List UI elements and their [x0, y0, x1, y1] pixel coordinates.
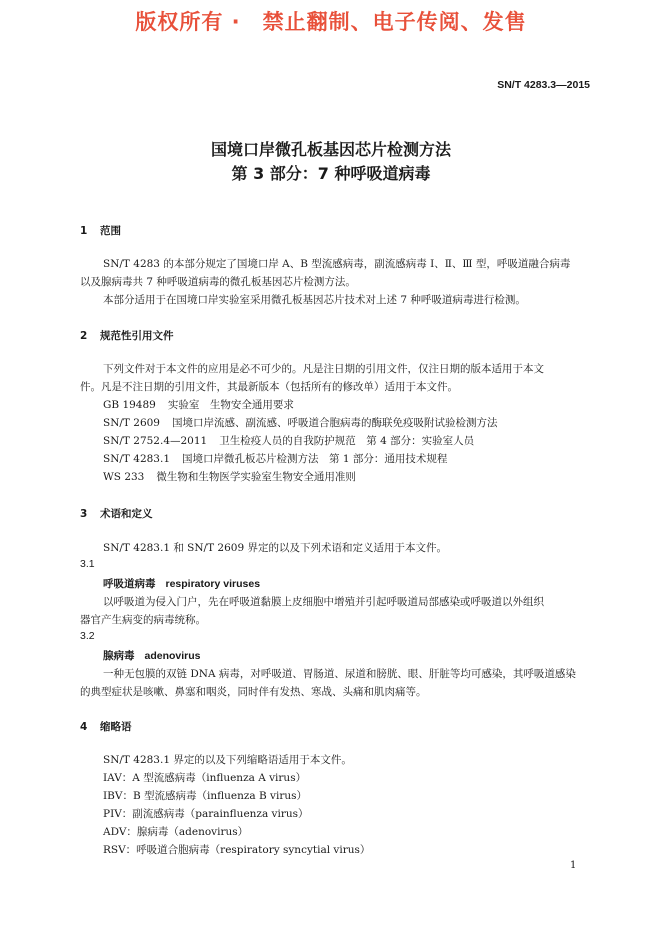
term-number: 3.2: [80, 630, 95, 642]
abbreviation-item: RSV：呼吸道合胞病毒（respiratory syncytial virus）: [103, 844, 371, 856]
section-heading-terms: [80, 506, 153, 521]
definition-line: 一种无包膜的双链 DNA 病毒，对呼吸道、胃肠道、尿道和膀胱、眼、肝脏等均可感染，其呼吸道感染: [103, 668, 576, 680]
section-title: 范围: [100, 225, 121, 237]
term-number: 3.1: [80, 558, 95, 570]
section-title: 规范性引用文件: [100, 330, 174, 342]
definition-line: 以呼吸道为侵入门户，先在呼吸道黏膜上皮细胞中增殖并引起呼吸道局部感染或呼吸道以外组织: [103, 596, 544, 608]
section-number: 4: [80, 721, 88, 733]
reference-code: SN/T 2609: [103, 417, 160, 429]
section-heading-abbreviations: [80, 719, 132, 734]
term-zh: 呼吸道病毒: [103, 578, 156, 590]
definition-line: 器官产生病变的病毒统称。: [80, 614, 206, 626]
reference-item: [103, 397, 294, 412]
reference-code: SN/T 4283.1: [103, 453, 170, 465]
paragraph-line: 下列文件对于本文件的应用是必不可少的。凡是注日期的引用文件，仅注日期的版本适用于本文: [103, 363, 544, 375]
section-heading-scope: [80, 223, 121, 238]
definition-line: 的典型症状是咳嗽、鼻塞和咽炎，同时伴有发热、寒战、头痛和肌肉痛等。: [80, 686, 427, 698]
reference-title: 国境口岸流感、副流感、呼吸道合胞病毒的酶联免疫吸附试验检测方法: [171, 417, 498, 429]
page-number: 1: [570, 860, 577, 871]
reference-item: [103, 415, 497, 430]
reference-item: [103, 433, 474, 448]
term-zh: 腺病毒: [103, 650, 135, 662]
reference-item: [103, 469, 356, 484]
section-title: 缩略语: [100, 721, 132, 733]
reference-title: 实验室 生物安全通用要求: [167, 399, 294, 411]
paragraph-line: 以及腺病毒共 7 种呼吸道病毒的微孔板基因芯片检测方法。: [80, 276, 356, 288]
document-number: SN/T 4283.3—2015: [497, 79, 590, 91]
section-title: 术语和定义: [100, 508, 153, 520]
reference-code: SN/T 2752.4—2011: [103, 435, 208, 447]
abbreviation-item: IAV：A 型流感病毒（influenza A virus）: [103, 772, 307, 784]
reference-title: 国境口岸微孔板芯片检测方法 第 1 部分：通用技术规程: [182, 453, 448, 465]
abbreviation-item: ADV：腺病毒（adenovirus）: [103, 826, 249, 838]
reference-item: [103, 451, 447, 466]
section-number: 1: [80, 225, 88, 237]
paragraph-line: 本部分适用于在国境口岸实验室采用微孔板基因芯片技术对上述 7 种呼吸道病毒进行检测。: [103, 294, 526, 306]
abbreviation-item: IBV：B 型流感病毒（influenza B virus）: [103, 790, 308, 802]
abbreviation-item: PIV：副流感病毒（parainfluenza virus）: [103, 808, 309, 820]
section-number: 3: [80, 508, 88, 520]
document-title: 国境口岸微孔板基因芯片检测方法: [210, 140, 451, 159]
reference-code: GB 19489: [103, 399, 156, 411]
reference-code: WS 233: [103, 471, 145, 483]
paragraph-line: SN/T 4283.1 和 SN/T 2609 界定的以及下列术语和定义适用于本文件。: [103, 542, 447, 554]
term-heading: [103, 648, 201, 663]
reference-title: 微生物和生物医学实验室生物安全通用准则: [156, 471, 356, 483]
term-en: respiratory viruses: [165, 578, 261, 590]
term-en: adenovirus: [144, 650, 201, 662]
section-heading-normative-references: [80, 328, 174, 343]
section-number: 2: [80, 330, 88, 342]
paragraph-line: 件。凡是不注日期的引用文件，其最新版本（包括所有的修改单）适用于本文件。: [80, 381, 458, 393]
reference-title: 卫生检疫人员的自我防护规范 第 4 部分：实验室人员: [219, 435, 475, 447]
document-subtitle: 第 3 部分：7 种呼吸道病毒: [231, 164, 431, 183]
term-heading: [103, 576, 260, 591]
paragraph-line: SN/T 4283 的本部分规定了国境口岸 A、B 型流感病毒，副流感病毒 Ⅰ、Ⅱ、Ⅲ 型，呼吸道融合病毒: [103, 258, 571, 270]
paragraph-line: SN/T 4283.1 界定的以及下列缩略语适用于本文件。: [103, 754, 352, 766]
watermark: 版权所有 · 禁止翻制、电子传阅、发售: [135, 10, 527, 34]
